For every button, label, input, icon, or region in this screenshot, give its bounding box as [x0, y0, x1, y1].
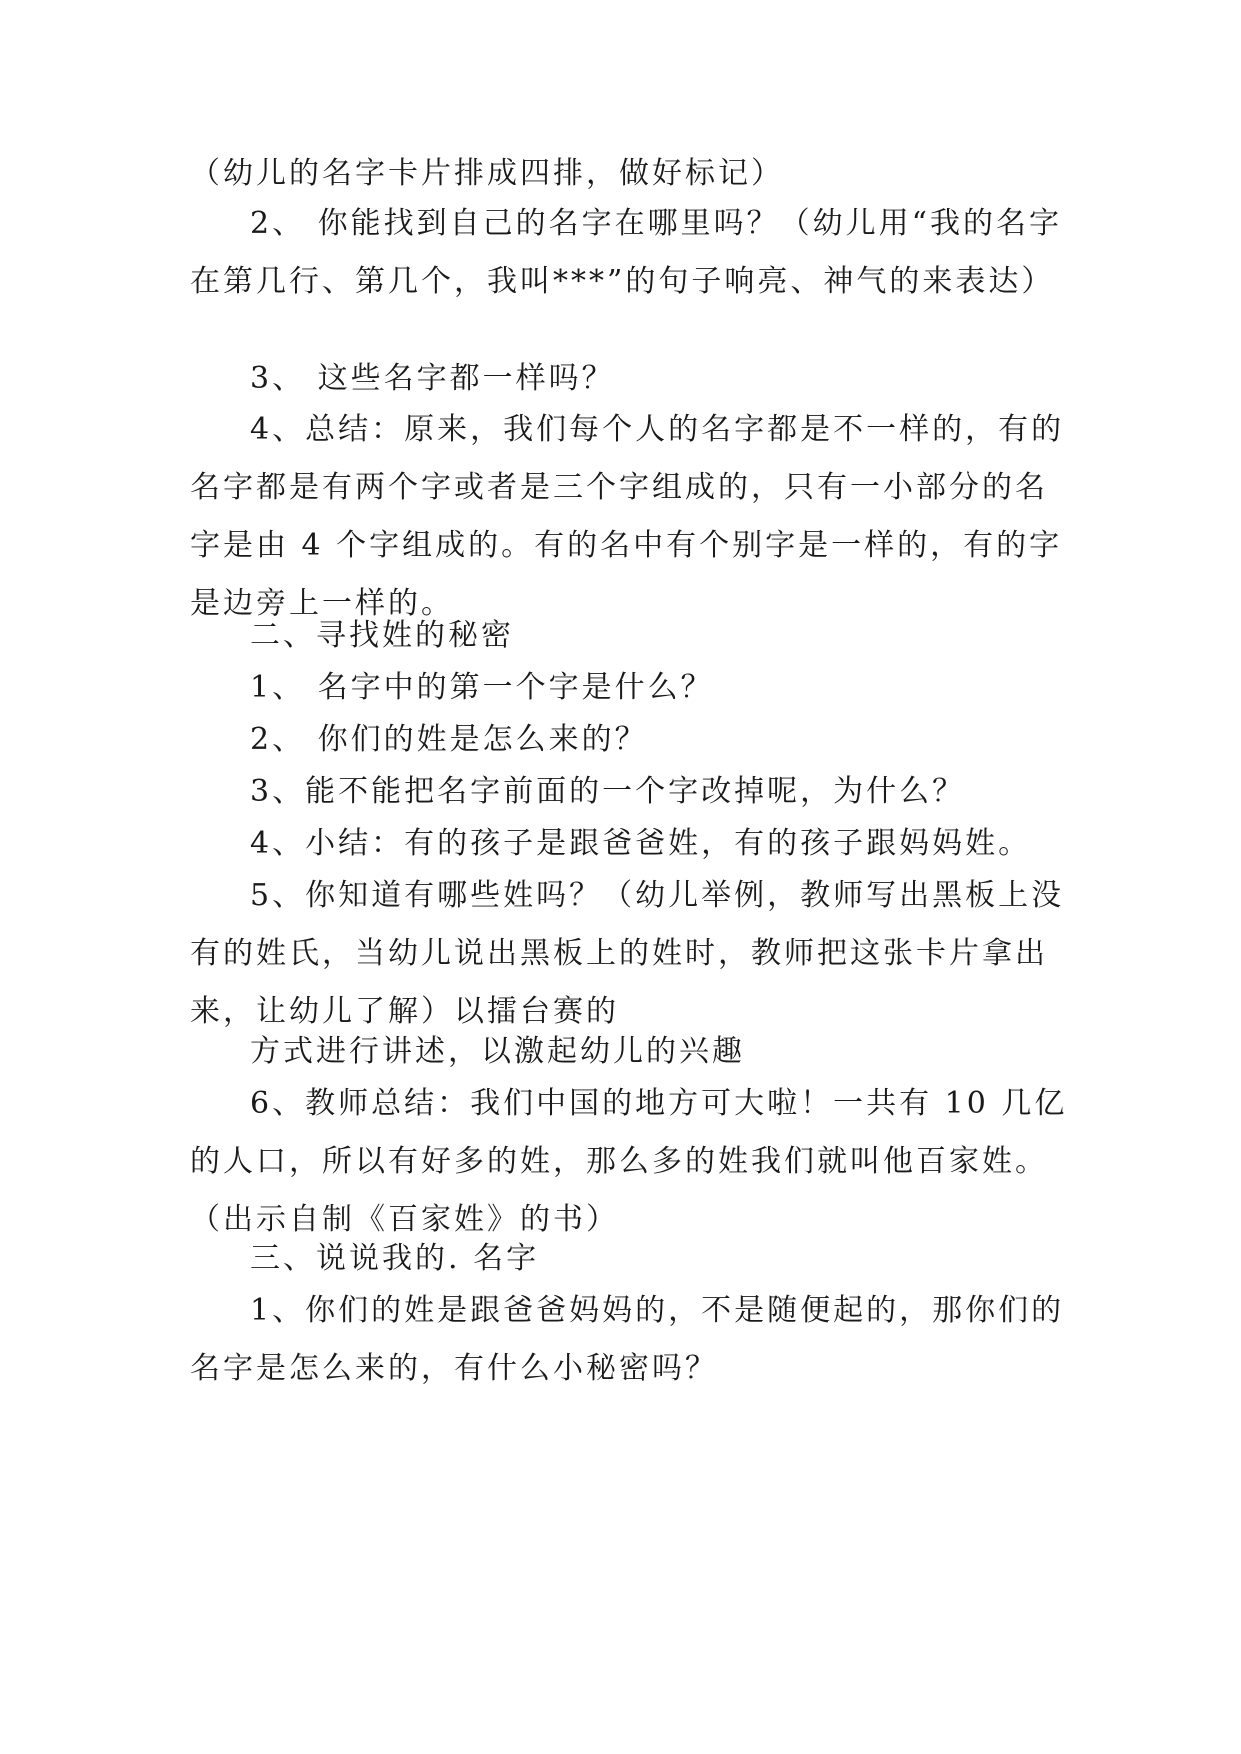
section-heading-my-name: 三、说说我的. 名字 [250, 1241, 540, 1276]
paragraph-surname-origin: 2、 你们的姓是怎么来的？ [250, 722, 648, 757]
paragraph-names-same: 3、 这些名字都一样吗？ [250, 361, 615, 396]
paragraph-brief-summary: 4、小结：有的孩子是跟爸爸姓，有的孩子跟妈妈姓。 [250, 826, 1032, 861]
paragraph-name-origin: 1、你们的姓是跟爸爸妈妈的，不是随便起的，那你们的名字是怎么来的，有什么小秘密吗？ [190, 1293, 1065, 1386]
paragraph-find-own-name: 2、 你能找到自己的名字在哪里吗？（幼儿用“我的名字在第几行、第几个，我叫***”的句子响亮、神气的来表达） [190, 206, 1062, 299]
section-heading-surname-secret: 二、寻找姓的秘密 [250, 618, 514, 653]
paragraph-narration-method: 方式进行讲述，以激起幼儿的兴趣 [250, 1034, 745, 1069]
paragraph-change-first-char: 3、能不能把名字前面的一个字改掉呢，为什么？ [250, 774, 966, 809]
paragraph-known-surnames: 5、你知道有哪些姓吗？（幼儿举例，教师写出黑板上没有的姓氏，当幼儿说出黑板上的姓时，教师把这张卡片拿出来，让幼儿了解）以擂台赛的 [190, 878, 1065, 1029]
paragraph-summary-names: 4、总结：原来，我们每个人的名字都是不一样的，有的名字都是有两个字或者是三个字组成的，只有一小部分的名字是由 4 个字组成的。有的名中有个别字是一样的，有的字是边旁上一样的。 [190, 412, 1065, 621]
paragraph-first-character: 1、 名字中的第一个字是什么？ [250, 670, 714, 705]
paragraph-name-cards: （幼儿的名字卡片排成四排，做好标记） [190, 156, 784, 191]
paragraph-teacher-summary: 6、教师总结：我们中国的地方可大啦！一共有 10 几亿的人口，所以有好多的姓，那么多的姓我们就叫他百家姓。（出示自制《百家姓》的书） [190, 1086, 1068, 1237]
